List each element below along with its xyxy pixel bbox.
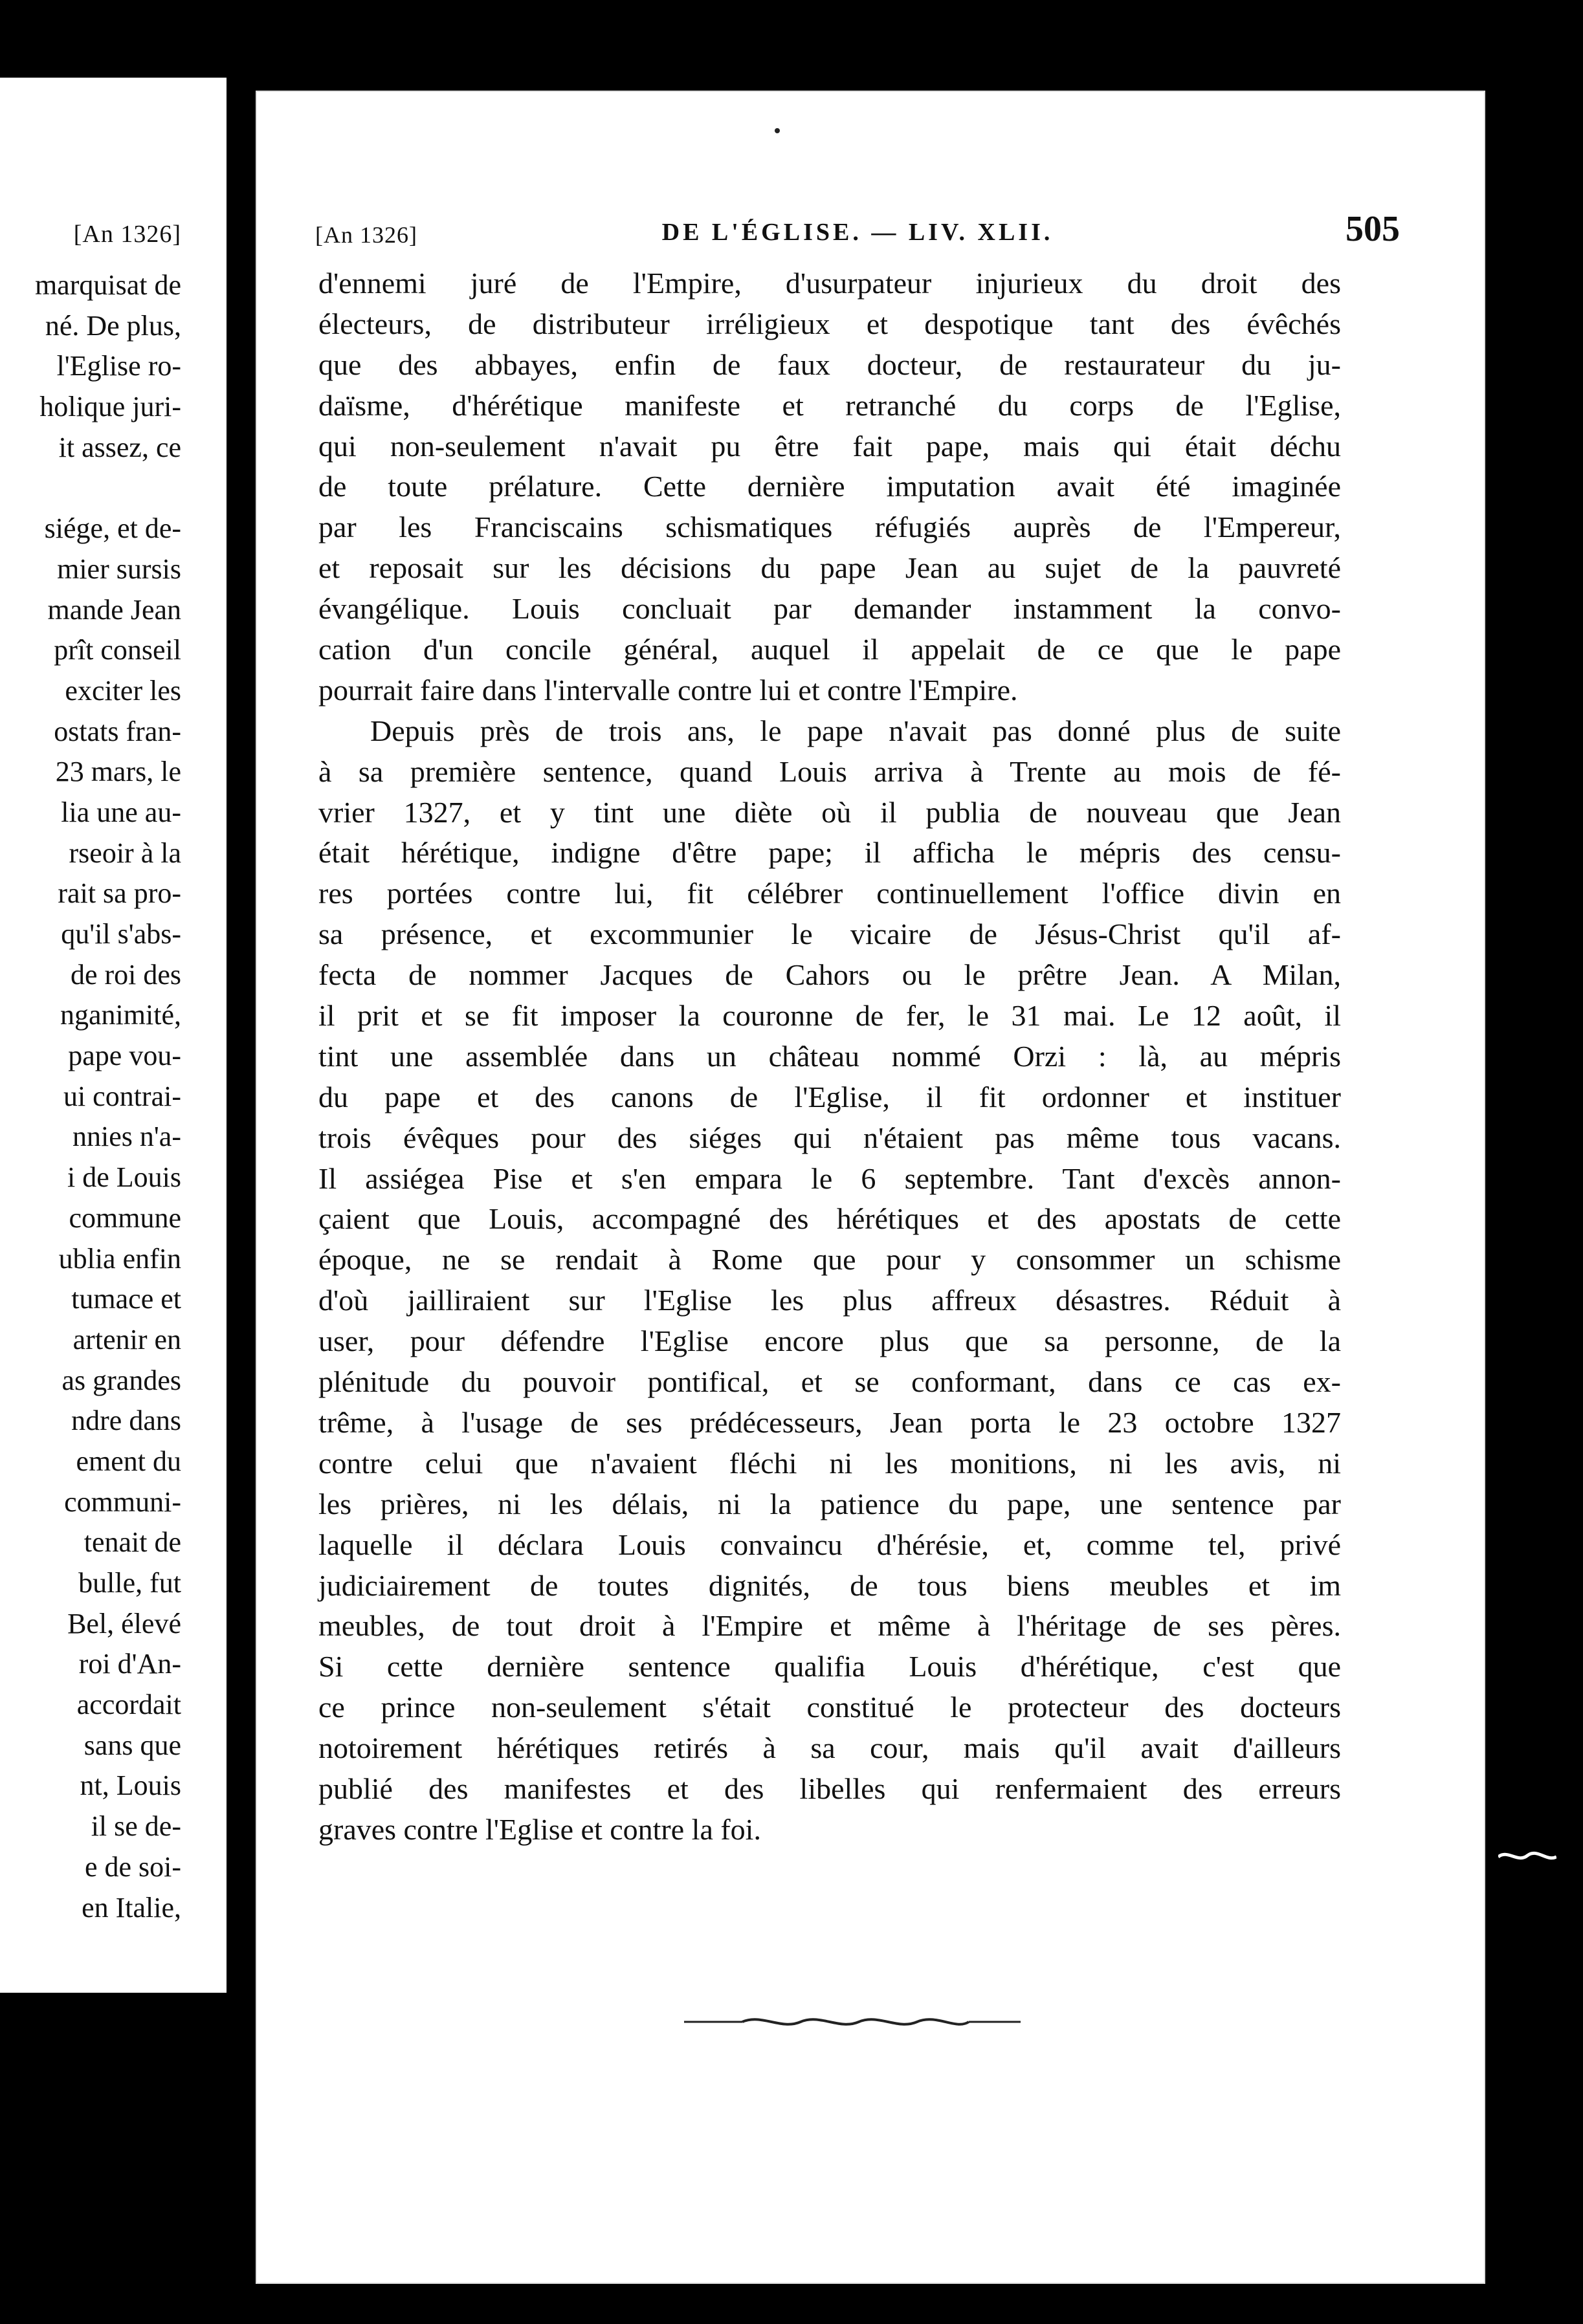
left-page-line: rait sa pro- [58,877,181,910]
text-line: notoirement hérétiques retirés à sa cour, mais qu'il avait d'ailleurs [318,1731,1341,1765]
left-facing-page [0,78,227,1993]
text-line: pourrait faire dans l'intervalle contre lui et contre l'Empire. [318,673,1018,707]
left-page-line: de roi des [70,958,181,991]
text-line: daïsme, d'hérétique manifeste et retranché du corps de l'Eglise, [318,388,1341,422]
text-line: publié des manifestes et des libelles qui renfermaient des erreurs [318,1771,1341,1805]
text-line: meubles, de tout droit à l'Empire et même à l'héritage de ses pères. [318,1609,1341,1643]
left-page-line: marquisat de [34,269,181,301]
left-page-line: as grandes [61,1364,181,1396]
left-page-line: rseoir à la [69,837,181,869]
left-page-line: roi d'An- [78,1648,181,1680]
text-line: était hérétique, indigne d'être pape; il afficha le mépris des censu- [318,836,1341,870]
text-line: plénitude du pouvoir pontifical, et se conformant, dans ce cas ex- [318,1365,1341,1399]
left-page-line: tenait de [83,1526,181,1559]
text-line: à sa première sentence, quand Louis arriva à Trente au mois de fé- [318,754,1341,788]
running-head-title: DE L'ÉGLISE. — LIV. XLII. [661,219,1054,246]
text-line: user, pour défendre l'Eglise encore plus que sa personne, de la [318,1324,1341,1358]
left-page-line: ostats fran- [54,715,181,747]
left-page-line: mier sursis [57,553,181,585]
text-line: trois évêques pour des siéges qui n'étaient pas même tous vacans. [318,1121,1341,1154]
text-line: les prières, ni les délais, ni la patience du pape, une sentence par [318,1487,1341,1520]
left-page-line: né. De plus, [45,309,181,342]
left-page-line: exciter les [65,674,181,707]
left-page-line: ublia enfin [58,1242,181,1275]
left-page-line: tumace et [71,1283,181,1315]
text-line: évangélique. Louis concluait par demander instamment la convo- [318,592,1341,626]
end-ornament-icon [684,2012,1021,2032]
page-edge-smudge-icon [1498,1844,1556,1870]
text-line: Il assiégea Pise et s'en empara le 6 septembre. Tant d'excès annon- [318,1161,1341,1195]
text-line: Si cette dernière sentence qualifia Louis d'hérétique, c'est que [318,1650,1341,1683]
text-line: que des abbayes, enfin de faux docteur, de restaurateur du ju- [318,347,1341,381]
text-line: électeurs, de distributeur irréligieux et despotique tant des évêchés [318,307,1341,340]
left-page-line: artenir en [72,1323,181,1355]
text-line: sa présence, et excommunier le vicaire de Jésus-Christ qu'il af- [318,917,1341,951]
left-page-line: Bel, élevé [67,1607,181,1639]
left-page-line: qu'il s'abs- [61,918,181,950]
left-page-line: bulle, fut [78,1567,181,1599]
left-page-line: nganimité, [60,999,181,1031]
left-page-line: sans que [83,1729,181,1761]
left-page-line: e de soi- [84,1850,181,1883]
text-line: il prit et se fit imposer la couronne de fer, le 31 mai. Le 12 août, il [318,999,1341,1033]
text-line: Depuis près de trois ans, le pape n'avait pas donné plus de suite [370,714,1341,747]
text-line: cation d'un concile général, auquel il appelait de ce que le pape [318,633,1341,666]
text-line: vrier 1327, et y tint une diète où il publia de nouveau que Jean [318,795,1341,829]
text-line: d'ennemi juré de l'Empire, d'usurpateur injurieux du droit des [318,267,1341,300]
left-page-line: accordait [76,1689,181,1721]
text-line: graves contre l'Eglise et contre la foi. [318,1812,761,1846]
text-line: laquelle il déclara Louis convaincu d'hérésie, et, comme tel, privé [318,1528,1341,1561]
text-line: époque, ne se rendait à Rome que pour y consommer un schisme [318,1243,1341,1277]
running-head-year: [An 1326] [315,222,417,248]
left-page-line: it assez, ce [58,431,181,463]
left-page-line: siége, et de- [44,512,181,545]
left-page-line: ui contrai- [63,1080,181,1112]
text-line: tint une assemblée dans un château nommé Orzi : là, au mépris [318,1039,1341,1073]
text-line: qui non-seulement n'avait pu être fait pape, mais qui était déchu [318,429,1341,463]
left-page-line: l'Eglise ro- [56,350,181,382]
text-line: trême, à l'usage de ses prédécesseurs, Jean porta le 23 octobre 1327 [318,1405,1341,1439]
text-line: ce prince non-seulement s'était constitué le protecteur des docteurs [318,1691,1341,1724]
speck-mark [775,128,780,133]
text-line: de toute prélature. Cette dernière imputation avait été imaginée [318,470,1341,503]
left-page-line [0,468,181,509]
page-number: 505 [1345,209,1400,249]
left-page-line: communi- [64,1485,181,1518]
text-line: par les Franciscains schismatiques réfugiés auprès de l'Empereur, [318,510,1341,544]
left-page-line: i de Louis [67,1161,181,1194]
running-head [315,209,1400,254]
left-page-header: [An 1326] [73,221,181,248]
book-page [256,91,1485,2284]
left-page-line: en Italie, [82,1891,181,1924]
left-page-line: lia une au- [61,796,181,828]
text-line: et reposait sur les décisions du pape Jean au sujet de la pauvreté [318,551,1341,585]
left-page-line: pape vou- [68,1040,181,1072]
text-line: çaient que Louis, accompagné des hérétiques et des apostats de cette [318,1202,1341,1236]
left-page-line: il se de- [91,1810,181,1843]
left-page-line: nt, Louis [80,1770,181,1802]
text-line: d'où jailliraient sur l'Eglise les plus affreux désastres. Réduit à [318,1284,1341,1317]
left-page-text [0,265,181,1928]
body-text [318,263,1341,1850]
left-page-line: commune [69,1201,181,1234]
left-page-line: holique juri- [39,391,181,423]
left-page-line: mande Jean [47,593,181,626]
text-line: fecta de nommer Jacques de Cahors ou le prêtre Jean. A Milan, [318,958,1341,992]
text-line: du pape et des canons de l'Eglise, il fit ordonner et instituer [318,1080,1341,1113]
left-page-line: nnies n'a- [72,1121,181,1153]
left-page-line: ement du [76,1445,181,1477]
left-page-line: ndre dans [71,1405,181,1437]
text-line: res portées contre lui, fit célébrer continuellement l'office divin en [318,877,1341,910]
left-page-line: 23 mars, le [55,756,181,788]
text-line: contre celui que n'avaient fléchi ni les monitions, ni les avis, ni [318,1446,1341,1480]
text-line: judiciairement de toutes dignités, de tous biens meubles et im [318,1568,1341,1602]
left-page-line: prît conseil [54,634,181,666]
